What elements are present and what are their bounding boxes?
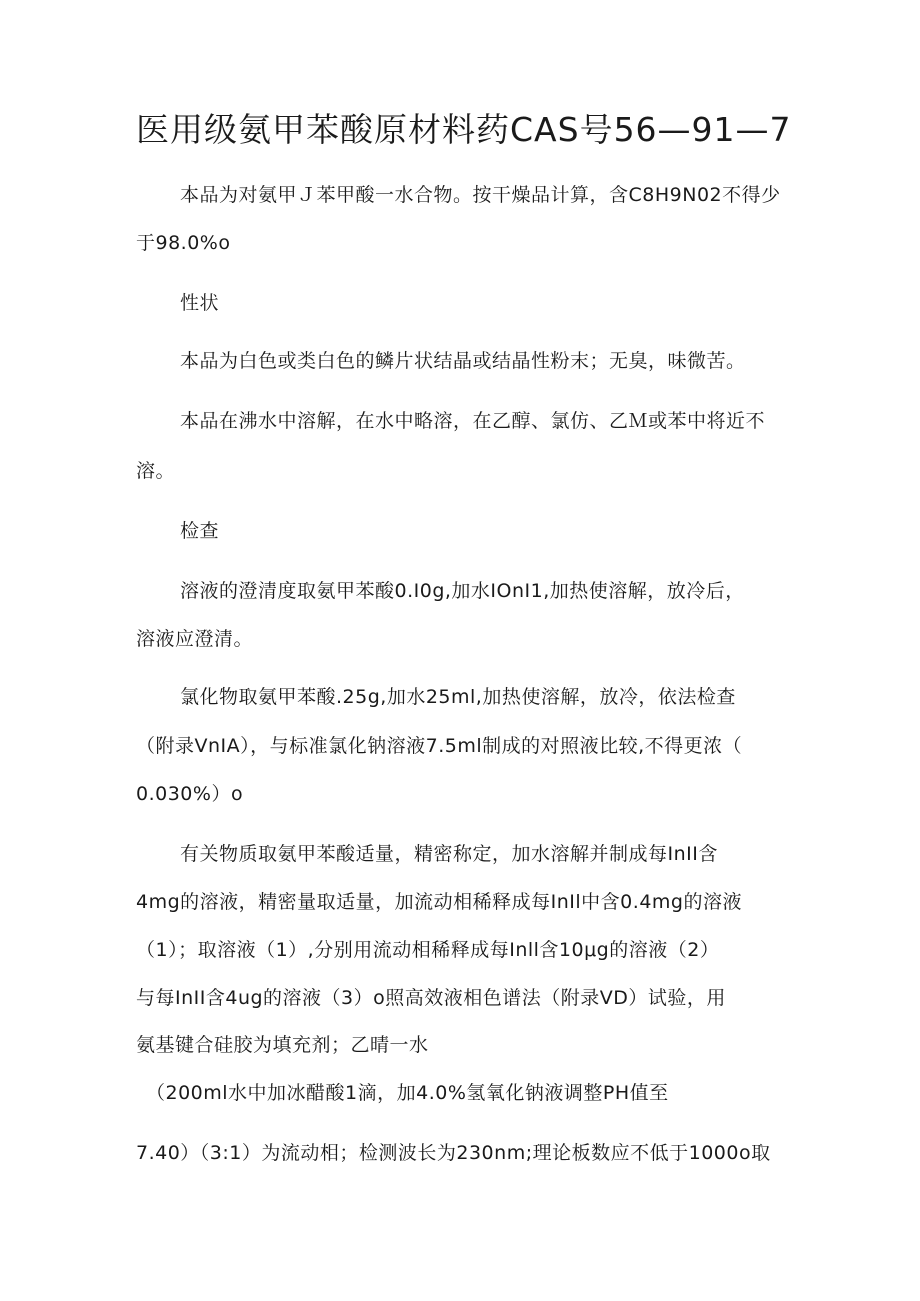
paragraph-line: 溶。: [136, 460, 176, 482]
paragraph-line: 与每InII含4ug的溶液（3）o照高效液相色谱法（附录VD）试验，用: [136, 987, 726, 1009]
paragraph-line: 本品在沸水中溶解，在水中略溶，在乙醇、氯仿、乙Ｍ或苯中将近不: [180, 410, 766, 432]
section-heading: 检查: [180, 520, 220, 542]
paragraph-line: （1）；取溶液（1）,分别用流动相稀释成每Inll含10μg的溶液（2）: [136, 939, 720, 961]
paragraph-line: 氯化物取氨甲苯酸.25g,加水25ml,加热使溶解，放冷，依法检查: [180, 686, 736, 708]
paragraph-line: 0.030%）o: [136, 783, 244, 805]
document-title: 医用级氨甲苯酸原材料药CAS号56—91—7: [136, 110, 792, 149]
paragraph-line: 氨基键合硅胶为填充剂；乙晴一水: [136, 1034, 429, 1056]
paragraph-line: 溶液的澄清度取氨甲苯酸0.I0g,加水IOnI1,加热使溶解，放冷后，: [180, 580, 745, 602]
paragraph-line: 本品为白色或类白色的鳞片状结晶或结晶性粉末；无臭，味微苦。: [180, 350, 746, 372]
paragraph-line: （附录VnIA），与标准氯化钠溶液7.5ml制成的对照液比较,不得更浓（: [136, 735, 743, 757]
paragraph-line: 4mg的溶液，精密量取适量，加流动相稀释成每InIl中含0.4mg的溶液: [136, 891, 742, 913]
paragraph-line: （200ml水中加冰醋酸1滴，加4.0%氢氧化钠液调整PH值至: [146, 1082, 669, 1104]
paragraph-line: 于98.0%o: [136, 232, 231, 254]
section-heading: 性状: [180, 292, 220, 314]
paragraph-line: 7.40）（3:1）为流动相；检测波长为230nm;理论板数应不低于1000o取: [136, 1142, 771, 1164]
paragraph-line: 本品为对氨甲Ｊ苯甲酸一水合物。按干燥品计算，含C8H9N02不得少: [180, 184, 781, 206]
paragraph-line: 有关物质取氨甲苯酸适量，精密称定，加水溶解并制成每InII含: [180, 843, 718, 865]
paragraph-line: 溶液应澄清。: [136, 628, 254, 650]
